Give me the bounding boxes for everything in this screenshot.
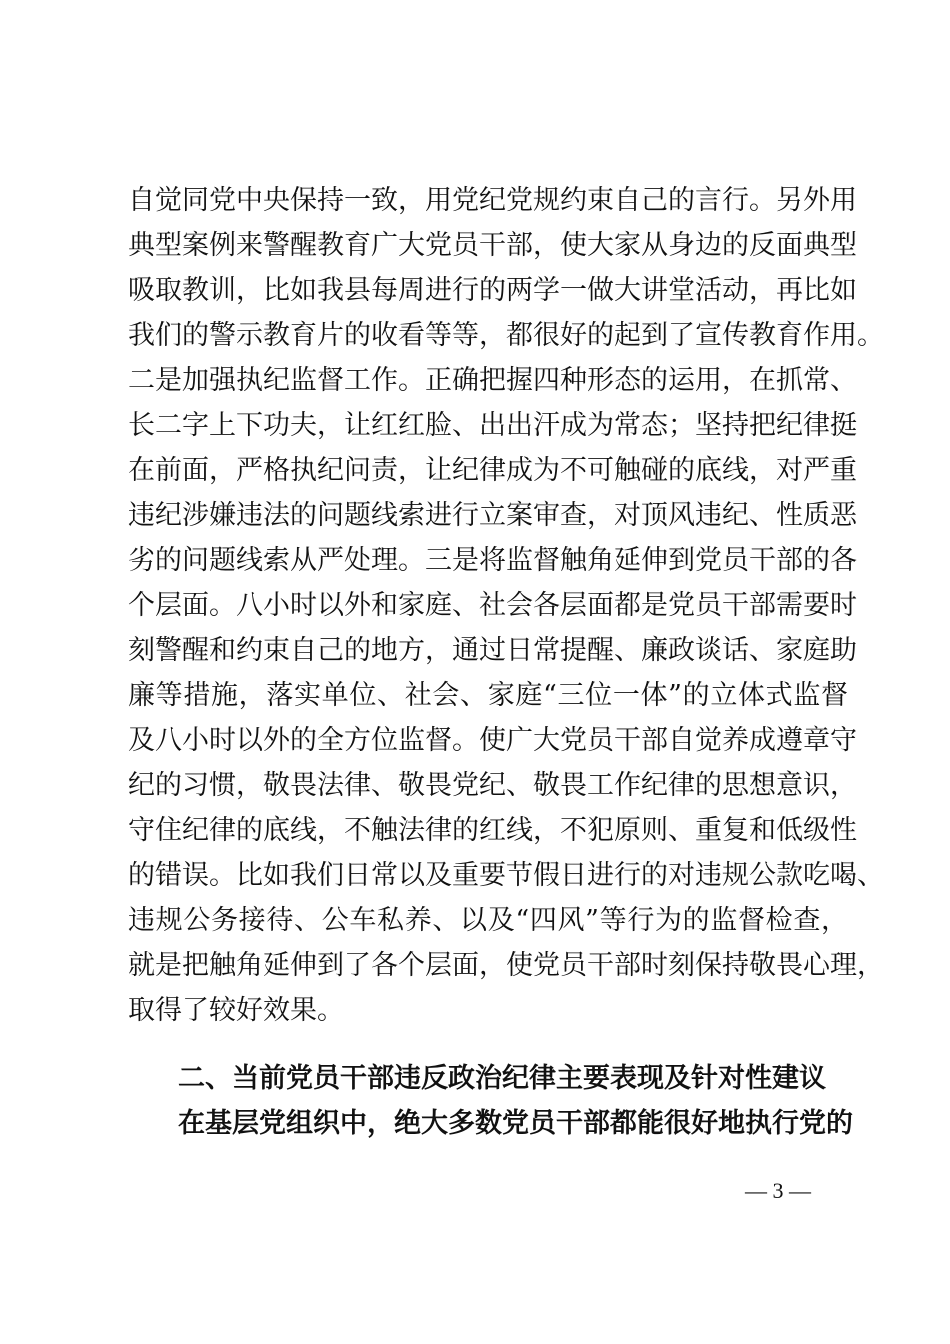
page-number: — 3 — [745, 1178, 811, 1203]
body-line: 廉等措施，落实单位、社会、家庭“三位一体”的立体式监督 [128, 680, 848, 711]
section-first-line: 在基层党组织中，绝大多数党员干部都能很好地执行党的 [178, 1108, 853, 1139]
body-line: 个层面。八小时以外和家庭、社会各层面都是党员干部需要时 [128, 590, 857, 621]
body-line: 长二字上下功夫，让红红脸、出出汗成为常态；坚持把纪律挺 [128, 410, 857, 441]
body-line: 及八小时以外的全方位监督。使广大党员干部自觉养成遵章守 [128, 725, 857, 756]
body-line: 就是把触角延伸到了各个层面，使党员干部时刻保持敬畏心理， [128, 950, 884, 981]
body-line: 劣的问题线索从严处理。三是将监督触角延伸到党员干部的各 [128, 545, 857, 576]
body-line: 纪的习惯，敬畏法律、敬畏党纪、敬畏工作纪律的思想意识， [128, 770, 857, 801]
body-line: 刻警醒和约束自己的地方，通过日常提醒、廉政谈话、家庭助 [128, 635, 857, 666]
body-line: 二是加强执纪监督工作。正确把握四种形态的运用，在抓常、 [128, 365, 857, 396]
body-line: 自觉同党中央保持一致，用党纪党规约束自己的言行。另外用 [128, 185, 857, 216]
body-line: 吸取教训，比如我县每周进行的两学一做大讲堂活动，再比如 [128, 275, 857, 306]
body-line: 在前面，严格执纪问责，让纪律成为不可触碰的底线，对严重 [128, 455, 857, 486]
section-heading: 二、当前党员干部违反政治纪律主要表现及针对性建议 [178, 1063, 826, 1094]
body-line: 典型案例来警醒教育广大党员干部，使大家从身边的反面典型 [128, 230, 857, 261]
body-line: 取得了较好效果。 [128, 995, 344, 1026]
body-line: 守住纪律的底线，不触法律的红线，不犯原则、重复和低级性 [128, 815, 857, 846]
body-line: 我们的警示教育片的收看等等，都很好的起到了宣传教育作用。 [128, 320, 884, 351]
body-line: 违纪涉嫌违法的问题线索进行立案审查，对顶风违纪、性质恶 [128, 500, 857, 531]
body-line: 违规公务接待、公车私养、以及“四风”等行为的监督检查， [128, 905, 848, 936]
body-line: 的错误。比如我们日常以及重要节假日进行的对违规公款吃喝、 [128, 860, 884, 891]
